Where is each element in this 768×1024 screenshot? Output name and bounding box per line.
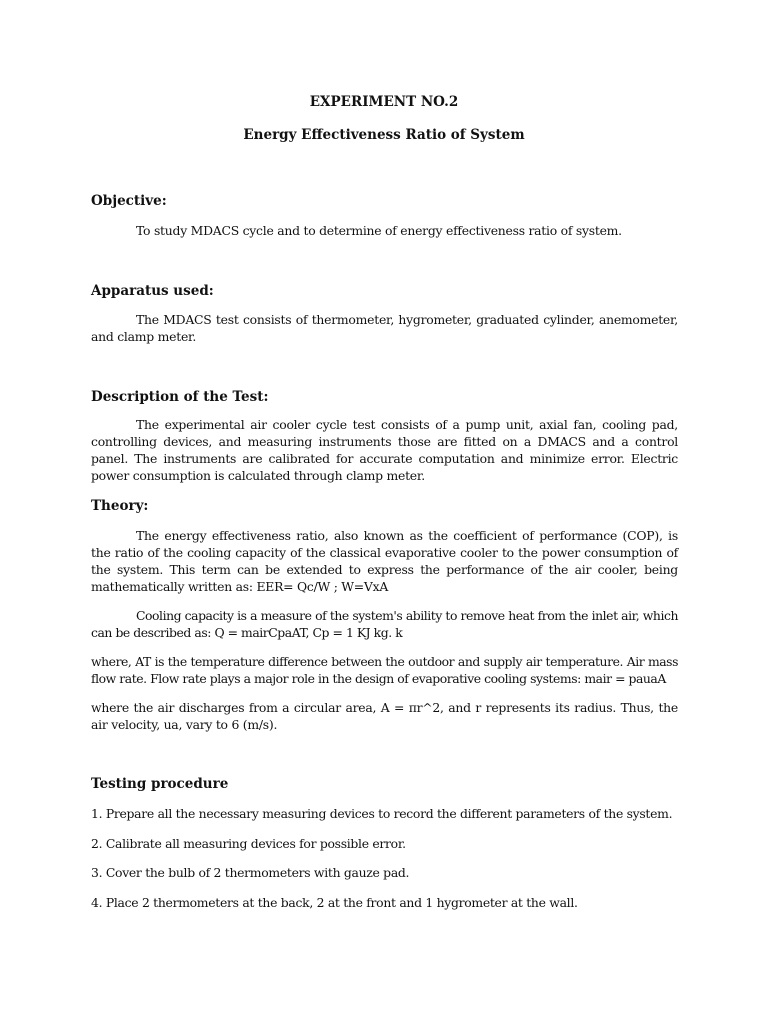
procedure-step: 1. Prepare all the necessary measuring devices to record the different parameters of the system. <box>91 806 673 821</box>
procedure-step: 2. Calibrate all measuring devices for possible error. <box>91 836 406 851</box>
apparatus-text: The MDACS test consists of thermometer, hygrometer, graduated cylinder, anemometer, and clamp meter. <box>91 312 678 344</box>
theory-paragraph-3: where, AT is the temperature difference between the outdoor and supply air temperature. Air mass flow rate. Flow rate plays a major role in the design of evaporative cooling systems: mair = pauaA <box>91 654 678 686</box>
objective-text: To study MDACS cycle and to determine of energy effectiveness ratio of system. <box>136 223 622 238</box>
procedure-heading: Testing procedure <box>91 776 229 792</box>
procedure-step: 4. Place 2 thermometers at the back, 2 at the front and 1 hygrometer at the wall. <box>91 895 578 910</box>
document-subtitle: Energy Effectiveness Ratio of System <box>243 127 525 143</box>
document-title: EXPERIMENT NO.2 <box>309 94 459 110</box>
description-text: The experimental air cooler cycle test consists of a pump unit, axial fan, cooling pad, controlling devices, and measuring instruments those are fitted on a DMACS and a control panel. The instruments are calibrated for accurate computation and minimize error. Electric power consumption is calculated through clamp meter. <box>91 417 678 483</box>
procedure-step: 3. Cover the bulb of 2 thermometers with gauze pad. <box>91 865 410 880</box>
apparatus-heading: Apparatus used: <box>91 283 214 299</box>
objective-heading: Objective: <box>91 193 167 209</box>
description-heading: Description of the Test: <box>91 389 269 405</box>
theory-paragraph-2: Cooling capacity is a measure of the system's ability to remove heat from the inlet air, which can be described as: Q = mairCpaAT, Cp = 1 KJ kg. k <box>91 608 678 640</box>
theory-paragraph-4: where the air discharges from a circular area, A = πr^2, and r represents its radius. Thus, the air velocity, ua, vary to 6 (m/s). <box>91 700 678 732</box>
theory-heading: Theory: <box>91 498 149 514</box>
theory-paragraph-1: The energy effectiveness ratio, also known as the coefficient of performance (COP), is the ratio of the cooling capacity of the classical evaporative cooler to the power consumption of the system. This term can be extended to express the performance of the air cooler, being mathematically written as: EER= Qc/W ; W=VxA <box>91 528 678 594</box>
